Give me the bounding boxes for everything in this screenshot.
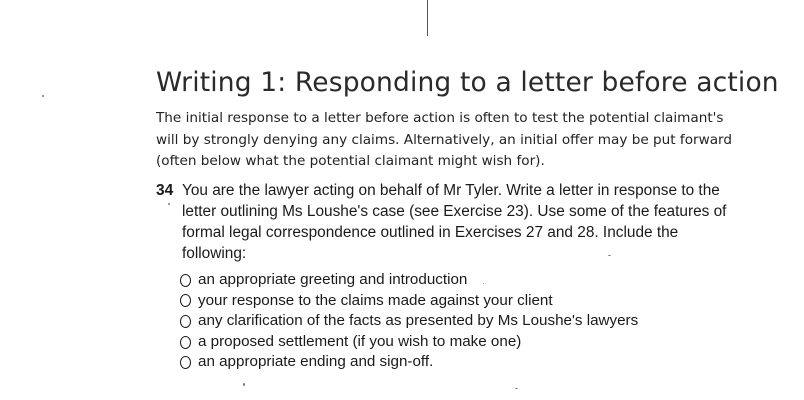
exercise-instructions: You are the lawyer acting on behalf of Mr Tyler. Write a letter in response to the letter outlining Ms Loushe's case (see Exercise 23). Use some of the features of formal legal correspondence outlined in Exercises 27 and 28. Include the following: <box>182 182 727 262</box>
checklist-item-label: any clarification of the facts as presented by Ms Loushe's lawyers <box>198 312 639 330</box>
scan-speck <box>42 95 44 97</box>
checklist-item <box>180 311 638 332</box>
circle-icon <box>180 356 191 369</box>
checklist-item-label: your response to the claims made against your client <box>198 291 553 309</box>
scan-speck <box>515 388 518 389</box>
checklist <box>180 270 638 373</box>
checklist-item-label: a proposed settlement (if you wish to make one) <box>198 332 522 350</box>
page-title: Writing 1: Responding to a letter before action <box>156 67 779 98</box>
scan-speck <box>243 383 245 386</box>
circle-icon <box>180 274 191 287</box>
circle-icon <box>180 315 191 328</box>
checklist-item-label: an appropriate greeting and introduction <box>198 271 468 288</box>
intro-paragraph: The initial response to a letter before action is often to test the potential claimant's will by strongly denying any claims. Alternatively, an initial offer may be put forward (often below what the potential claimant might wish for). <box>156 110 733 169</box>
checklist-item <box>180 291 638 312</box>
checklist-item-label: an appropriate ending and sign-off. <box>198 353 434 371</box>
checklist-item <box>180 332 638 353</box>
scan-speck <box>168 203 170 205</box>
checklist-item <box>180 352 638 373</box>
checklist-item <box>180 270 638 291</box>
circle-icon <box>180 294 191 307</box>
circle-icon <box>180 336 191 349</box>
exercise-number: 34 <box>156 182 174 199</box>
scan-artifact-line <box>427 0 428 36</box>
